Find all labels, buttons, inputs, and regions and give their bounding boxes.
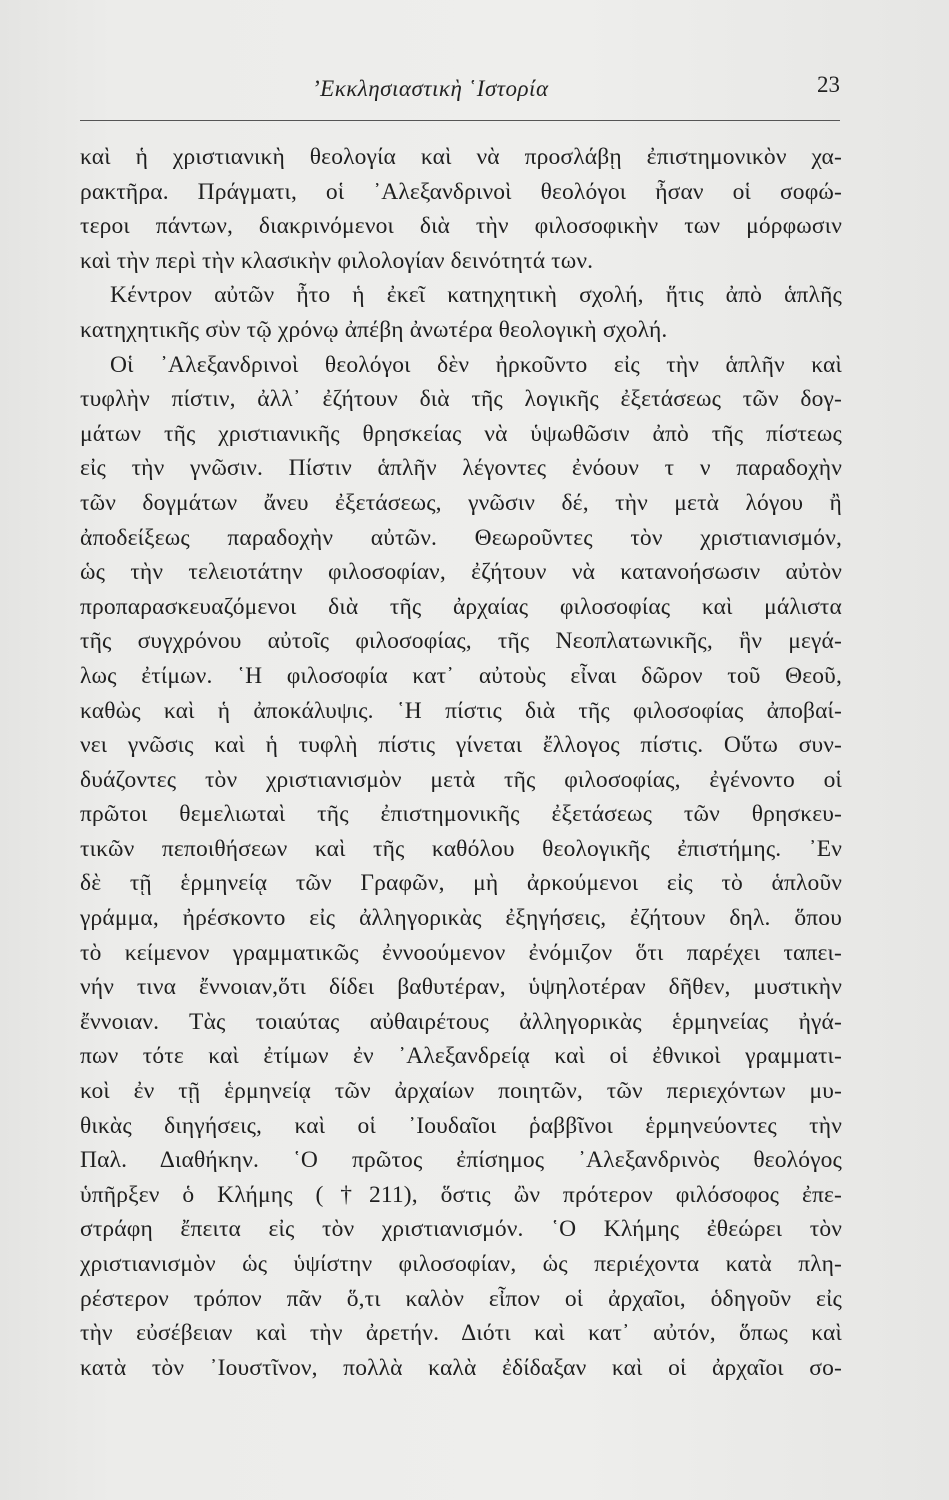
text-line: εἰς τὴν γνῶσιν. Πίστιν ἁπλῆν λέγοντες ἐνόουν τ ν παραδοχὴν [80,455,842,482]
running-title: ’Εκκλησιαστικὴ ῾Ιστορία [312,76,549,101]
page-number: 23 [817,72,840,97]
text-line: τῶν δογμάτων ἄνευ ἐξετάσεως, γνῶσιν δέ, τὴν μετὰ λόγου ἢ [80,489,842,516]
text-line: χριστιανισμὸν ὡς ὑψίστην φιλοσοφίαν, ὡς περιέχοντα κατὰ πλη- [80,1251,842,1277]
text-line: κατὰ τὸν ᾿Ιουστῖνον, πολλὰ καλὰ ἐδίδαξαν καὶ οἱ ἀρχαῖοι σο- [80,1354,842,1381]
text-line: τεροι πάντων, διακρινόμενοι διὰ τὴν φιλοσοφικὴν των μόρφωσιν [80,213,842,240]
page-header [80,70,840,110]
text-line: καὶ ἡ χριστιανικὴ θεολογία καὶ νὰ προσλάβῃ ἐπιστημονικὸν χα- [80,144,842,170]
header-rule [80,120,840,121]
text-line: λως ἐτίμων. ῾Η φιλοσοφία κατ᾿ αὐτοὺς εἶναι δῶρον τοῦ Θεοῦ, [80,662,842,689]
text-line: νήν τινα ἔννοιαν,ὅτι δίδει βαθυτέραν, ὑψηλοτέραν δῆθεν, μυστικὴν [80,974,842,1001]
text-line: τὸ κείμενον γραμματικῶς ἐννοούμενον ἐνόμιζον ὅτι παρέχει ταπει- [80,939,842,966]
text-line: καὶ τὴν περὶ τὴν κλασικὴν φιλολογίαν δεινότητά των. [80,247,594,274]
text-line: θικὰς διηγήσεις, καὶ οἱ ᾿Ιουδαῖοι ῥαββῖνοι ἑρμηνεύοντες τὴν [80,1112,842,1139]
text-line: κατηχητικῆς σὺν τῷ χρόνῳ ἀπέβη ἀνωτέρα θεολογικὴ σχολή. [80,316,668,343]
text-line: στράφη ἔπειτα εἰς τὸν χριστιανισμόν. ῾Ο Κλήμης ἐθεώρει τὸν [80,1216,842,1243]
text-line: μάτων τῆς χριστιανικῆς θρησκείας νὰ ὑψωθῶσιν ἀπὸ τῆς πίστεως [80,420,842,447]
text-line: ἔννοιαν. Τὰς τοιαύτας αὐθαιρέτους ἀλληγορικὰς ἑρμηνείας ἠγά- [80,1008,842,1035]
body-text [80,140,842,1385]
text-line: Κέντρον αὐτῶν ἦτο ἡ ἐκεῖ κατηχητικὴ σχολή, ἥτις ἀπὸ ἁπλῆς [110,282,842,309]
text-line: γράμμα, ἠρέσκοντο εἰς ἀλληγορικὰς ἐξηγήσεις, ἐζήτουν δηλ. ὅπου [80,905,842,932]
text-line: Παλ. Διαθήκην. ῾Ο πρῶτος ἐπίσημος ᾿Αλεξανδρινὸς θεολόγος [80,1147,842,1174]
text-line: πρῶτοι θεμελιωταὶ τῆς ἐπιστημονικῆς ἐξετάσεως τῶν θρησκευ- [80,801,842,828]
text-line: τῆς συγχρόνου αὐτοῖς φιλοσοφίας, τῆς Νεοπλατωνικῆς, ἣν μεγά- [80,628,842,655]
text-line: πων τότε καὶ ἐτίμων ἐν ᾿Αλεξανδρείᾳ καὶ οἱ ἐθνικοὶ γραμματι- [80,1043,842,1070]
text-line: ρακτῆρα. Πράγματι, οἱ ᾿Αλεξανδρινοὶ θεολόγοι ἦσαν οἱ σοφώ- [80,178,842,205]
text-line: τυφλὴν πίστιν, ἀλλ᾿ ἐζήτουν διὰ τῆς λογικῆς ἐξετάσεως τῶν δογ- [80,386,842,413]
text-line: κοὶ ἐν τῇ ἑρμηνείᾳ τῶν ἀρχαίων ποιητῶν, τῶν περιεχόντων μυ- [80,1078,842,1105]
text-line: καθὼς καὶ ἡ ἀποκάλυψις. ῾Η πίστις διὰ τῆς φιλοσοφίας ἀποβαί- [80,697,842,724]
text-line: ὡς τὴν τελειοτάτην φιλοσοφίαν, ἐζήτουν νὰ κατανοήσωσιν αὐτὸν [80,559,842,586]
text-line: προπαρασκευαζόμενοι διὰ τῆς ἀρχαίας φιλοσοφίας καὶ μάλιστα [80,593,842,620]
text-line: ρέστερον τρόπον πᾶν ὅ,τι καλὸν εἶπον οἱ ἀρχαῖοι, ὁδηγοῦν εἰς [80,1285,842,1312]
text-line: τὴν εὐσέβειαν καὶ τὴν ἀρετήν. Διότι καὶ κατ᾿ αὐτόν, ὅπως καὶ [80,1320,842,1347]
text-line: ἀποδείξεως παραδοχὴν αὐτῶν. Θεωροῦντες τὸν χριστιανισμόν, [80,524,842,551]
text-line: τικῶν πεποιθήσεων καὶ τῆς καθόλου θεολογικῆς ἐπιστήμης. ᾿Εν [80,835,842,862]
text-line: Οἱ ᾿Αλεξανδρινοὶ θεολόγοι δὲν ἠρκοῦντο εἰς τὴν ἁπλῆν καὶ [110,351,842,378]
text-line: δὲ τῇ ἑρμηνείᾳ τῶν Γραφῶν, μὴ ἀρκούμενοι εἰς τὸ ἁπλοῦν [80,870,842,897]
text-line: ὑπῆρξεν ὁ Κλήμης (†211), ὅστις ὢν πρότερον φιλόσοφος ἐπε- [80,1181,842,1208]
text-line: νει γνῶσις καὶ ἡ τυφλὴ πίστις γίνεται ἔλλογος πίστις. Οὕτω συν- [80,732,842,759]
text-line: δυάζοντες τὸν χριστιανισμὸν μετὰ τῆς φιλοσοφίας, ἐγένοντο οἱ [80,766,842,793]
